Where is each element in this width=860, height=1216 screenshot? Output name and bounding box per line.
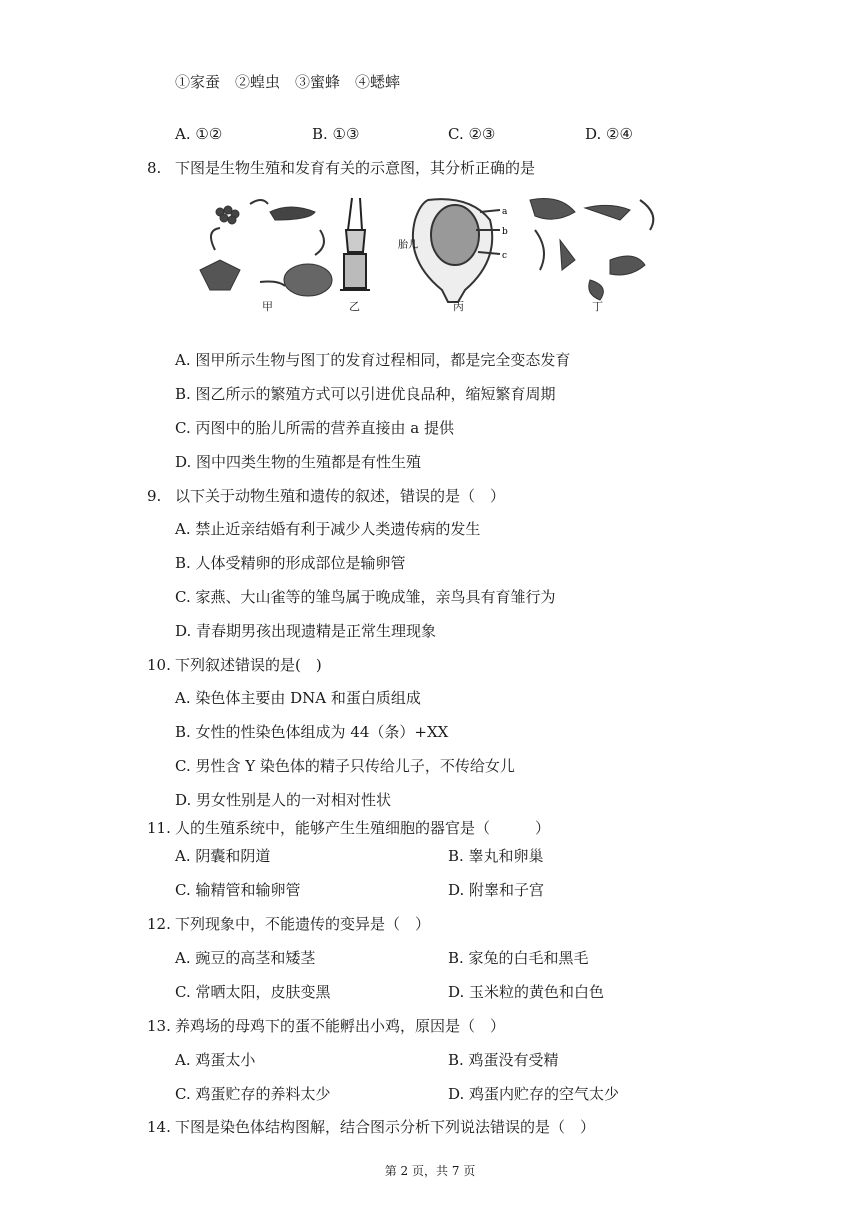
q10-option-d[interactable]: D. 男女性别是人的一对相对性状 — [175, 791, 392, 809]
q10-option-a[interactable]: A. 染色体主要由 DNA 和蛋白质组成 — [175, 689, 421, 707]
figure-label-bing: 丙 — [453, 300, 464, 313]
q11-option-d[interactable]: D. 附睾和子宫 — [448, 881, 545, 899]
q12-option-c[interactable]: C. 常晒太阳，皮肤变黑 — [175, 983, 331, 1001]
question-number: 10. — [147, 656, 171, 674]
question-text: 下列现象中，不能遗传的变异是（ ） — [175, 915, 431, 933]
q10-option-b[interactable]: B. 女性的性染色体组成为 44（条）+XX — [175, 723, 449, 741]
page-footer: 第 2 页，共 7 页 — [384, 1164, 476, 1178]
q9-option-a[interactable]: A. 禁止近亲结婚有利于减少人类遗传病的发生 — [175, 520, 481, 538]
figure-ding — [530, 199, 653, 301]
q12-option-a[interactable]: A. 豌豆的高茎和矮茎 — [175, 949, 316, 967]
q7-option-c[interactable]: C. ②③ — [448, 125, 496, 143]
question-number: 13. — [147, 1017, 171, 1035]
bing-part-c: c — [502, 251, 508, 261]
question-text: 人的生殖系统中，能够产生生殖细胞的器官是（ ） — [175, 819, 551, 837]
q13-option-c[interactable]: C. 鸡蛋贮存的养料太少 — [175, 1085, 331, 1103]
q7-items: ①家蚕 ②蝗虫 ③蜜蜂 ④蟋蟀 — [175, 73, 401, 91]
q9-option-d[interactable]: D. 青春期男孩出现遗精是正常生理现象 — [175, 622, 437, 640]
bing-part-a: a — [502, 207, 508, 217]
q9-option-b[interactable]: B. 人体受精卵的形成部位是输卵管 — [175, 554, 406, 572]
bing-part-b: b — [502, 227, 508, 237]
figure-label-yi: 乙 — [349, 300, 360, 313]
q11-option-a[interactable]: A. 阴囊和阴道 — [175, 847, 271, 865]
question-number: 8. — [147, 159, 162, 177]
q13-option-a[interactable]: A. 鸡蛋太小 — [175, 1051, 256, 1069]
q13-option-b[interactable]: B. 鸡蛋没有受精 — [448, 1051, 559, 1069]
q8-option-c[interactable]: C. 丙图中的胎儿所需的营养直接由 a 提供 — [175, 419, 454, 437]
question-number: 9. — [147, 487, 162, 505]
q7-option-a[interactable]: A. ①② — [175, 125, 223, 143]
q7-option-d[interactable]: D. ②④ — [585, 125, 633, 143]
q9-option-c[interactable]: C. 家燕、大山雀等的雏鸟属于晚成雏，亲鸟具有育雏行为 — [175, 588, 556, 606]
q13-option-d[interactable]: D. 鸡蛋内贮存的空气太少 — [448, 1085, 620, 1103]
question-number: 12. — [147, 915, 171, 933]
q12-option-d[interactable]: D. 玉米粒的黄色和白色 — [448, 983, 605, 1001]
reproduction-figure — [190, 190, 670, 320]
q7-option-b[interactable]: B. ①③ — [312, 125, 360, 143]
q12-option-b[interactable]: B. 家兔的白毛和黑毛 — [448, 949, 589, 967]
question-text: 以下关于动物生殖和遗传的叙述，错误的是（ ） — [175, 487, 506, 505]
bing-caption: 胎儿 — [398, 240, 418, 251]
question-number: 14. — [147, 1118, 171, 1136]
q10-option-c[interactable]: C. 男性含 Y 染色体的精子只传给儿子，不传给女儿 — [175, 757, 515, 775]
question-text: 下列叙述错误的是( ) — [175, 656, 322, 674]
question-text: 下图是染色体结构图解，结合图示分析下列说法错误的是（ ） — [175, 1118, 596, 1136]
q11-option-b[interactable]: B. 睾丸和卵巢 — [448, 847, 544, 865]
question-number: 11. — [147, 819, 171, 837]
figure-label-ding: 丁 — [592, 300, 603, 313]
question-text: 养鸡场的母鸡下的蛋不能孵出小鸡，原因是（ ） — [175, 1017, 506, 1035]
question-text: 下图是生物生殖和发育有关的示意图，其分析正确的是 — [175, 159, 536, 177]
q11-option-c[interactable]: C. 输精管和输卵管 — [175, 881, 301, 899]
q8-option-a[interactable]: A. 图甲所示生物与图丁的发育过程相同，都是完全变态发育 — [175, 351, 571, 369]
q8-option-d[interactable]: D. 图中四类生物的生殖都是有性生殖 — [175, 453, 422, 471]
figure-label-jia: 甲 — [262, 300, 273, 313]
q8-option-b[interactable]: B. 图乙所示的繁殖方式可以引进优良品种，缩短繁育周期 — [175, 385, 556, 403]
figure-bing — [413, 199, 500, 302]
figure-yi — [340, 198, 370, 290]
figure-jia — [200, 200, 332, 296]
